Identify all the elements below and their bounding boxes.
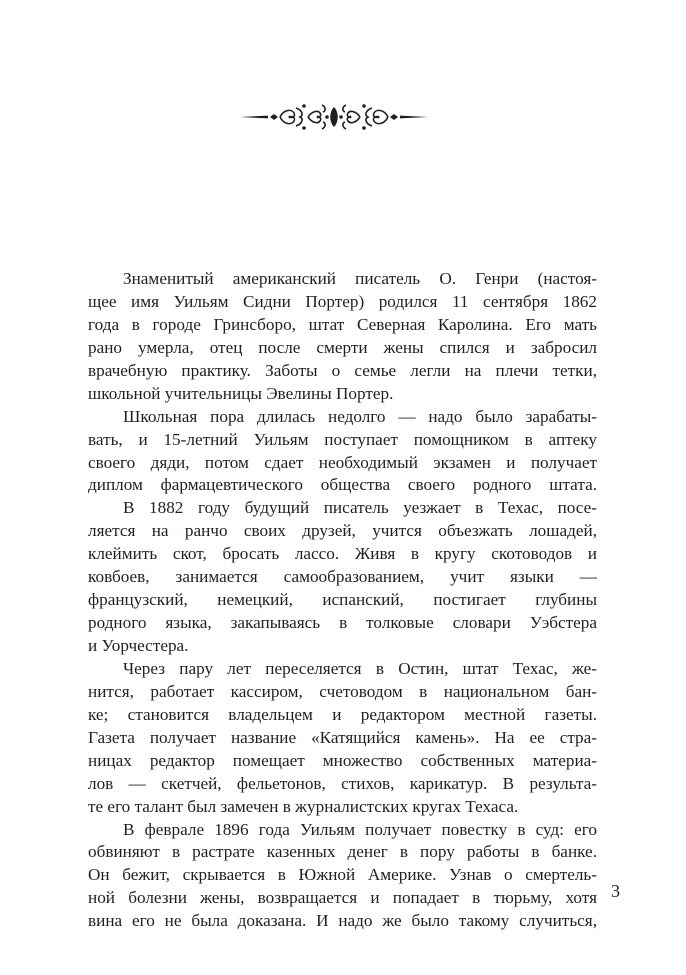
text-line: ляется на ранчо своих друзей, учится объезжать лошадей, (88, 521, 597, 541)
paragraph-5 (88, 819, 597, 934)
paragraph-4 (88, 658, 597, 819)
page-number: 3 (611, 881, 620, 901)
text-line: ной болезни жены, возвращается и попадает в тюрьму, хотя (88, 888, 597, 908)
text-line: родного языка, закапываясь в толковые словари Уэбстера (88, 613, 597, 633)
text-line: щее имя Уильям Сидни Портер) родился 11 сентября 1862 (88, 291, 597, 311)
text-line: Школьная пора длилась недолго — надо было зарабаты- (123, 406, 597, 426)
text-line: французский, немецкий, испанский, постигает глубины (88, 590, 597, 610)
text-line: ковбоев, занимается самообразованием, учит языки — (88, 567, 597, 587)
text-line: Газета получает название «Катящийся камень». На ее стра- (88, 727, 597, 747)
body-text (88, 268, 597, 933)
text-line: врачебную практику. Заботы о семье легли на плечи тетки, (88, 360, 597, 380)
text-line: диплом фармацевтического общества своего родного штата. (88, 475, 597, 495)
text-line: те его талант был замечен в журналистских кругах Техаса. (88, 796, 519, 816)
text-line: рано умерла, отец после смерти жены спился и забросил (88, 337, 597, 357)
text-line: Знаменитый американский писатель О. Генри (настоя- (123, 269, 597, 288)
text-line: лов — скетчей, фельетонов, стихов, карикатур. В результа- (88, 773, 597, 793)
paragraph-1 (88, 268, 597, 406)
text-line: ке; становится владельцем и редактором местной газеты. (88, 704, 597, 724)
text-line: клеймить скот, бросать лассо. Живя в кругу скотоводов и (88, 544, 597, 564)
text-line: В феврале 1896 года Уильям получает повестку в суд: его (123, 819, 597, 839)
text-line: года в городе Гринсборо, штат Северная Каролина. Его мать (88, 314, 597, 334)
text-line: нится, работает кассиром, счетоводом в национальном бан- (88, 681, 597, 701)
text-line: своего дяди, потом сдает необходимый экзамен и получает (88, 452, 597, 472)
text-line: В 1882 году будущий писатель уезжает в Техас, посе- (123, 498, 597, 518)
paragraph-3 (88, 497, 597, 658)
text-line: Он бежит, скрывается в Южной Америке. Узнав о смертель- (88, 865, 597, 885)
text-line: Через пару лет переселяется в Остин, штат Техас, же- (123, 658, 597, 678)
text-line: вина его не была доказана. И надо же было такому случиться, (88, 911, 597, 931)
paragraph-2 (88, 406, 597, 498)
text-line: обвиняют в растрате казенных денег в пору работы в банке. (88, 842, 597, 862)
decorative-vignette-icon (238, 98, 430, 136)
text-line: вать, и 15-летний Уильям поступает помощником в аптеку (88, 429, 597, 449)
text-line: школьной учительницы Эвелины Портер. (88, 383, 394, 403)
text-line: ницах редактор помещает множество собственных материа- (88, 750, 597, 770)
text-line: и Уорчестера. (88, 636, 189, 655)
